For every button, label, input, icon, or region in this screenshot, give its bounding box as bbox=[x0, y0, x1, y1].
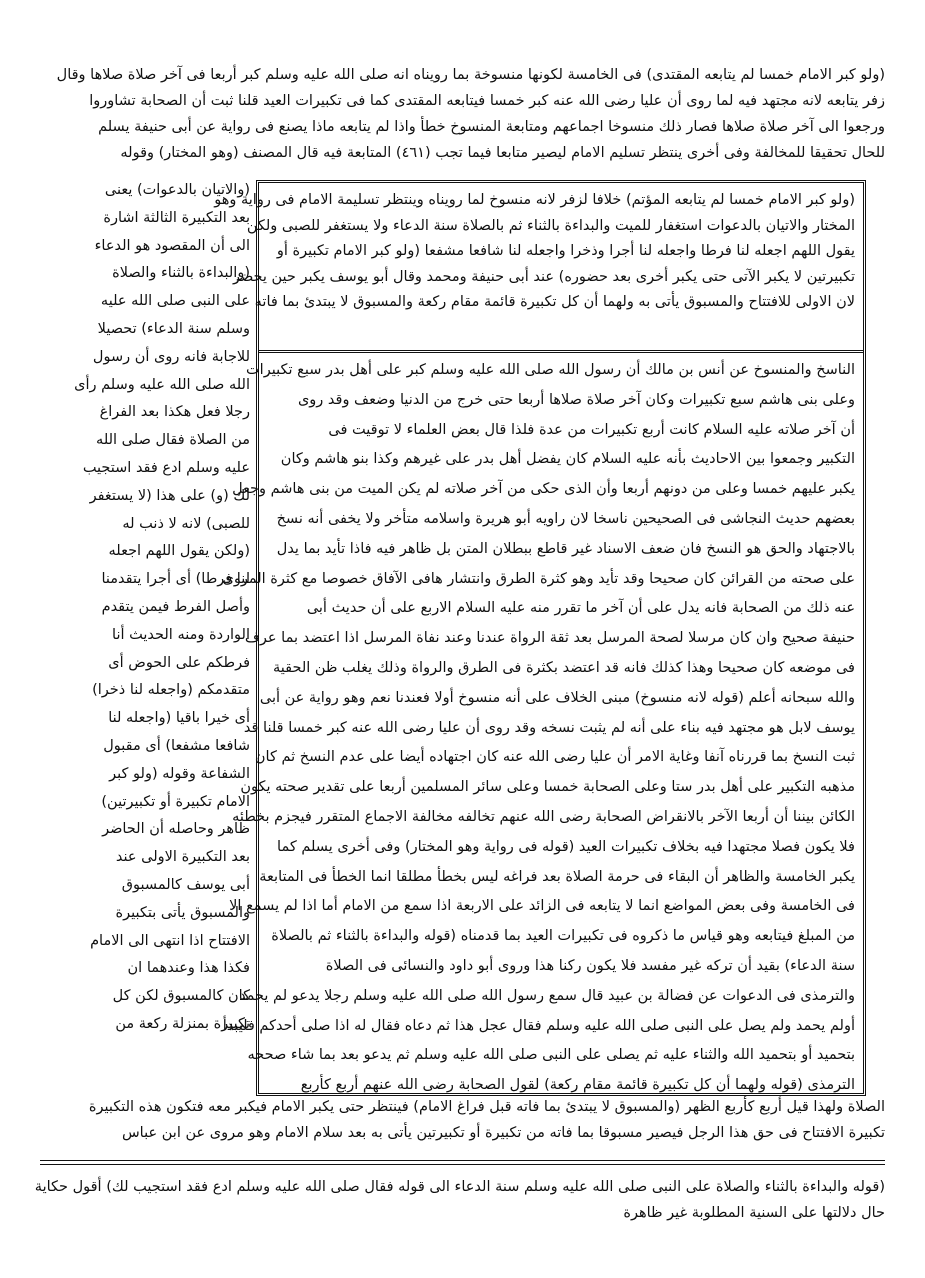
text-line: أن آخر صلاته عليه السلام كانت أربع تكبيرات من عدة فلذا قال بعض العلماء لا توقيت فى bbox=[328, 421, 855, 438]
text-line: بالاجتهاد والحق هو النسخ فان ضعف الاسناد غير قاطع ببطلان المتن بل ظاهر فيه فاذا تأيد بما يدل bbox=[276, 540, 855, 557]
text-line: الواردة ومنه الحديث أنا bbox=[112, 626, 250, 643]
text-line: متقدمكم (واجعله لنا ذخرا) bbox=[92, 682, 250, 699]
bottom-commentary-block bbox=[40, 1100, 885, 1152]
text-line: أبى يوسف كالمسبوق bbox=[121, 876, 250, 893]
text-line: فرطكم على الحوض أى bbox=[108, 654, 250, 671]
text-line: الناسخ والمنسوخ عن أنس بن مالك أن رسول الله صلى الله عليه وسلم كبر على أهل بدر سبع تكبيرات bbox=[246, 362, 855, 378]
text-line: (ولو كبر الامام خمسا لم يتابعه المؤتم) خلافا لزفر لانه منسوخ لما رويناه وينتظر تسليمة الامام فى رواية وهو bbox=[214, 192, 855, 208]
text-line: بعضهم حديث النجاشى فى الصحيحين ناسخا لان راويه أبو هريرة واسلامه متأخر ولا يخفى أنه نسخ bbox=[276, 510, 855, 527]
text-line: لك (و) على هذا (لا يستغفر bbox=[89, 487, 250, 504]
text-line: الى أن المقصود هو الدعاء bbox=[94, 237, 250, 254]
text-line: مذهبه التكبير على أهل بدر ستا وعلى الصحابة خمسا وعلى سائر المسلمين أربعا على تقدير صحته يكون bbox=[240, 779, 855, 796]
text-line: من الصلاة فقال صلى الله bbox=[96, 432, 250, 449]
text-line: عليه وسلم ادع فقد استجيب bbox=[82, 459, 250, 476]
text-line: تكبيرة بمنزلة ركعة من bbox=[115, 1015, 250, 1032]
text-line: الامام تكبيرة أو تكبيرتين) bbox=[101, 793, 250, 810]
text-line: من المبلغ فيتابعه وهو قياس ما ذكروه فى تكبيرات العيد بما قدمناه (قوله والبداءة بالثناء ثم بالصلاة bbox=[271, 928, 855, 945]
text-line: الافتتاح اذا انتهى الى الامام bbox=[90, 932, 250, 949]
text-line: الترمذى (قوله ولهما أن كل تكبيرة قائمة مقام ركعة) لقول الصحابة رضى الله عنهم أربع كأربع bbox=[300, 1077, 855, 1094]
text-line: أى خيرا باقيا (واجعله لنا bbox=[108, 710, 250, 727]
text-line: لنا فرطا) أى أجرا يتقدمنا bbox=[101, 571, 250, 588]
text-line: (قوله والبداءة بالثناء والصلاة على النبى صلى الله عليه وسلم سنة الدعاء الى قوله فقال صلى الله عليه وسلم ادع فقد استجيب لك) أقول حكاية bbox=[34, 1179, 885, 1195]
text-line: للحال تحقيقا للمخالفة وفى أخرى ينتظر تسليم الامام ليصير متابعا فيما تجب (٤٦١) المتابعة فيه قال المصنف (وهو المختار) وقوله bbox=[120, 145, 885, 161]
top-commentary-block bbox=[40, 68, 885, 172]
text-line: فكذا هذا وعندهما ان bbox=[127, 960, 250, 977]
text-line: حنيفة صحيح وان كان مرسلا لصحة المرسل بعد ثقة الرواة عندنا وعند نفاة المرسل اذا اعتضد بما عرف bbox=[244, 630, 855, 647]
text-line: زفر يتابعه لانه مجتهد فيه لما روى أن عليا رضى الله عنه كبر خمسا فيتابعه المقتدى كما فى تكبيرات العيد قلنا ثبت أن الصحابة تشاوروا bbox=[89, 93, 885, 109]
text-line: وأصل الفرط فيمن يتقدم bbox=[101, 598, 250, 615]
text-line: الله صلى الله عليه وسلم رأى bbox=[74, 376, 250, 393]
text-line: فى الخامسة وفى بعض المواضع انما لا يتابعه فى الزائد على الاربعة اذا سمع من الامام أما اذا لم يسمع الا bbox=[229, 898, 855, 915]
text-line: ظاهر وحاصله أن الحاضر bbox=[102, 821, 250, 838]
text-line: والمسبوق يأتى بتكبيرة bbox=[115, 904, 250, 921]
text-line: بعد التكبيرة الثالثة اشارة bbox=[103, 209, 250, 226]
text-line: فلا يكون فصلا مجتهدا فيه بخلاف تكبيرات العيد (قوله فى رواية وهو المختار) وفى أخرى يسلم كما bbox=[277, 838, 855, 855]
text-line: يكبر الخامسة والظاهر أن البقاء فى حرمة الصلاة بعد فراغه ليس بخطأ مطلقا انما الخطأ فى المتابعة bbox=[259, 868, 855, 885]
text-line: الصلاة ولهذا قيل أربع كأربع الظهر (والمسبوق لا يبتدئ بما فاته قبل فراغ الامام) فينتظر حتى يكبر الامام فيكبر معه فتكون هذه التكبيرة bbox=[88, 1099, 885, 1115]
text-line: وعلى بنى هاشم سبع تكبيرات وكان آخر صلاة صلاها أربعا حتى خرج من الدنيا وضعف وقد روى bbox=[297, 391, 855, 408]
text-line: وسلم سنة الدعاء) تحصيلا bbox=[97, 320, 250, 337]
text-line: على صحته من القرائن كان صحيحا وقد تأيد وهو كثرة الطرق وانتشار هافى الآفاق خصوصا مع كثرة المروى bbox=[222, 570, 855, 587]
text-line: فى موضعه كان صحيحا وهذا كذلك فانه قد اعتضد بكثرة فى الطرق والرواة وذلك يغلب ظن الحقية bbox=[272, 659, 855, 676]
text-line: كان كالمسبوق لكن كل bbox=[112, 988, 250, 1005]
text-line: للاجابة فانه روى أن رسول bbox=[92, 348, 250, 365]
sharh-text-block bbox=[222, 362, 855, 1094]
text-line: للصبى) لانه لا ذنب له bbox=[122, 515, 250, 532]
footnote-block bbox=[34, 1179, 885, 1232]
text-line: على النبى صلى الله عليه bbox=[100, 293, 250, 310]
main-text-frame bbox=[214, 180, 866, 1096]
text-line: الكائن بيننا أن أربعا الآخر بالانقراض الصحابة رضى الله عنهم تخالفه مخالفة الاجماع المتقرر فيجزم بخطئه bbox=[232, 808, 855, 825]
text-line: المختار والاتيان بالدعوات استغفار للميت والبداءة بالثناء ثم بالصلاة سنة الدعاء ولا يستغفر للصبى ولكن bbox=[246, 217, 855, 234]
text-line: يقول اللهم اجعله لنا فرطا واجعله لنا أجرا وذخرا واجعله لنا شافعا مشفعا (ولو كبر الامام تكبيرة أو bbox=[276, 243, 855, 259]
text-line: (ولكن يقول اللهم اجعله bbox=[108, 543, 250, 560]
footnote-rule-top bbox=[40, 1160, 885, 1161]
text-line: عنه ذلك من الصحابة فانه يدل على أن آخر ما تقرر منه عليه السلام الاربع على أن حديث أبى bbox=[306, 600, 855, 617]
text-line: يكبر عليهم خمسا وعلى من دونهم أربعا وأن الذى حكى من آخر صلاته لم يكن الميت من بنى هاشم وجعل bbox=[232, 481, 855, 498]
text-line: رجلا فعل هكذا بعد الفراغ bbox=[99, 404, 250, 421]
text-line: بتحميد أو بتحميد الله والثناء عليه ثم يصلى على النبى صلى الله عليه وسلم ثم يدعو بعد بما شاء صححه bbox=[247, 1047, 855, 1064]
text-line: شافعا مشفعا) أى مقبول bbox=[103, 737, 250, 754]
text-line: أولم يحمد ولم يصل على النبى صلى الله عليه وسلم فقال عجل هذا ثم دعاه فقال له اذا صلى أحدكم فليبدأ bbox=[222, 1017, 855, 1034]
text-line: (والبداءة بالثناء والصلاة bbox=[112, 265, 250, 282]
side-commentary-block bbox=[24, 183, 250, 1093]
text-line: (ولو كبر الامام خمسا لم يتابعه المقتدى) فى الخامسة لكونها منسوخة بما رويناه انه صلى الله عليه وسلم كبر أربعا فى آخر صلاة صلاها وقال bbox=[56, 67, 885, 83]
text-line: سنة الدعاء) بقيد أن تركه غير مفسد فلا يكون ركنا هذا وروى أبو داود والنسائى فى الصلاة bbox=[325, 957, 855, 974]
text-line: ورجعوا الى آخر صلاة صلاها فصار ذلك منسوخا اجماعهم ومتابعة المنسوخ خطأ واذا لم يتابعه ماذا يصنع فى رواية عن أبى حنيفة يسلم bbox=[98, 119, 885, 135]
text-line: الشفاعة وقوله (ولو كبر bbox=[109, 765, 250, 782]
text-line: لان الاولى للافتتاح والمسبوق يأتى به ولهما أن كل تكبيرة قائمة مقام ركعة والمسبوق لا يبتدئ بما فاته bbox=[254, 294, 855, 310]
text-line: والله سبحانه أعلم (قوله لانه منسوخ) مبنى الخلاف على أنه منسوخ أولا فعندنا نعم وهو رواية عن أبى bbox=[259, 689, 855, 706]
text-line: بعد التكبيرة الاولى عند bbox=[115, 849, 250, 866]
text-line: والترمذى فى الدعوات عن فضالة بن عبيد قال سمع رسول الله صلى الله عليه وسلم رجلا يدعو لم يحمد bbox=[239, 987, 855, 1004]
text-line: تكبيرتين لا يكبر الآتى حتى يكبر أخرى بعد حضوره) عند أبى حنيفة ومحمد وقال أبو يوسف يكبر حين يحضر bbox=[232, 268, 855, 285]
text-line: تكبيرة الافتتاح فى حق هذا الرجل فيصير مسبوقا بما فاته من تكبيرة أو تكبيرتين يأتى به بعد سلام الامام وهو مروى عن ابن عباس bbox=[121, 1125, 885, 1141]
text-line: ثبت النسخ بما قررناه آنفا وغاية الامر أن عليا رضى الله عنه كان اجتهاده أيضا على عدم النسخ ثم كان bbox=[254, 749, 855, 766]
frame-divider bbox=[259, 350, 863, 353]
text-line: (والاتيان بالدعوات) يعنى bbox=[104, 182, 250, 198]
matn-text-block bbox=[214, 192, 855, 347]
footnote-rule-bottom bbox=[40, 1164, 885, 1165]
text-line: حال دلالتها على السنية المطلوبة غير ظاهرة bbox=[623, 1205, 885, 1221]
text-line: التكبير وجمعوا بين الاحاديث بأنه عليه السلام كان يفضل أهل بدر على غيرهم وكذا بنو هاشم وكان bbox=[280, 451, 855, 468]
text-line: يوسف لابل هو مجتهد فيه بناء على أنه لم يثبت نسخه وقد روى أن عليا رضى الله عنه كبر خمسا قلنا قد bbox=[243, 719, 855, 736]
